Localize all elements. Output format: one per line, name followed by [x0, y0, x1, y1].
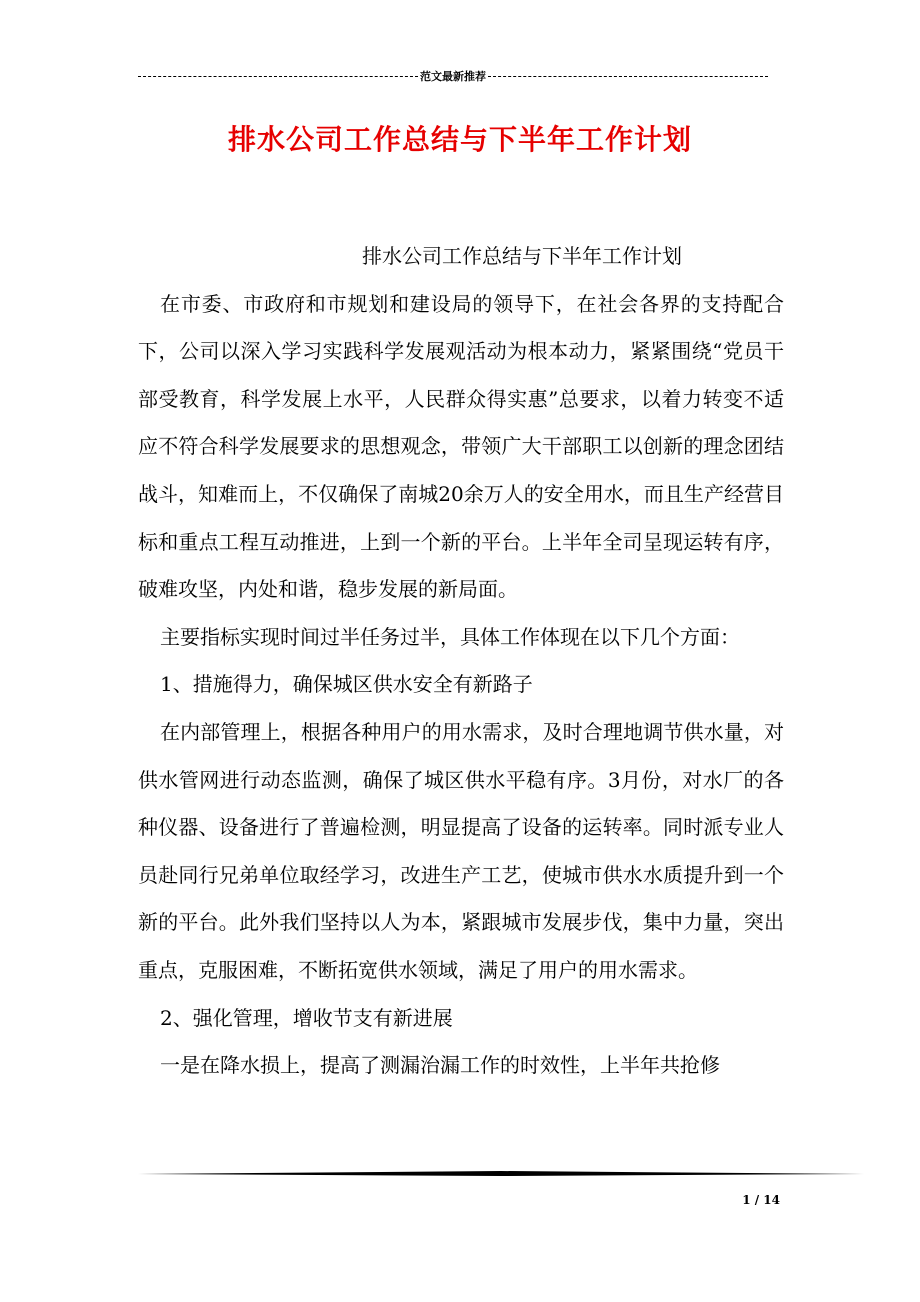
paragraph-intro: 在市委、市政府和市规划和建设局的领导下，在社会各界的支持配合下，公司以深入学习实践科学发展观活动为根本动力，紧紧围绕“党员干部受教育，科学发展上水平，人民群众得实惠”总要求，以着力转变不适应不符合科学发展要求的思想观念，带领广大干部职工以创新的理念团结战斗，知难而上，不仅确保了南城20余万人的安全用水，而且生产经营目标和重点工程互动推进，上到一个新的平台。上半年全司呈现运转有序，破难攻坚，内处和谐，稳步发展的新局面。: [138, 291, 784, 602]
page-header: [138, 66, 768, 86]
document-body: [138, 233, 784, 1090]
document-title: 排水公司工作总结与下半年工作计划: [227, 123, 692, 156]
document-subtitle: 排水公司工作总结与下半年工作计划: [362, 244, 682, 268]
header-dash-right: [488, 76, 768, 77]
section-heading-2: 2、强化管理，增收节支有新进展: [160, 1005, 453, 1030]
paragraph-section-2: 一是在降水损上，提高了测漏治漏工作的时效性，上半年共抢修: [160, 1053, 720, 1078]
section-heading-1: 1、措施得力，确保城区供水安全有新路子: [160, 672, 533, 697]
footer-divider: [138, 1171, 864, 1176]
page-number: 1 / 14: [742, 1193, 780, 1207]
paragraph-indicators: 主要指标实现时间过半任务过半，具体工作体现在以下几个方面：: [160, 624, 740, 649]
header-label: 范文最新推荐: [420, 70, 486, 83]
paragraph-section-1: 在内部管理上，根据各种用户的用水需求，及时合理地调节供水量，对供水管网进行动态监测，确保了城区供水平稳有序。3月份，对水厂的各种仪器、设备进行了普遍检测，明显提高了设备的运转率。同时派专业人员赴同行兄弟单位取经学习，改进生产工艺，使城市供水水质提升到一个新的平台。此外我们坚持以人为本，紧跟城市发展步伐，集中力量，突出重点，克服困难，不断拓宽供水领域，满足了用户的用水需求。: [138, 719, 784, 982]
header-dash-left: [138, 76, 418, 77]
